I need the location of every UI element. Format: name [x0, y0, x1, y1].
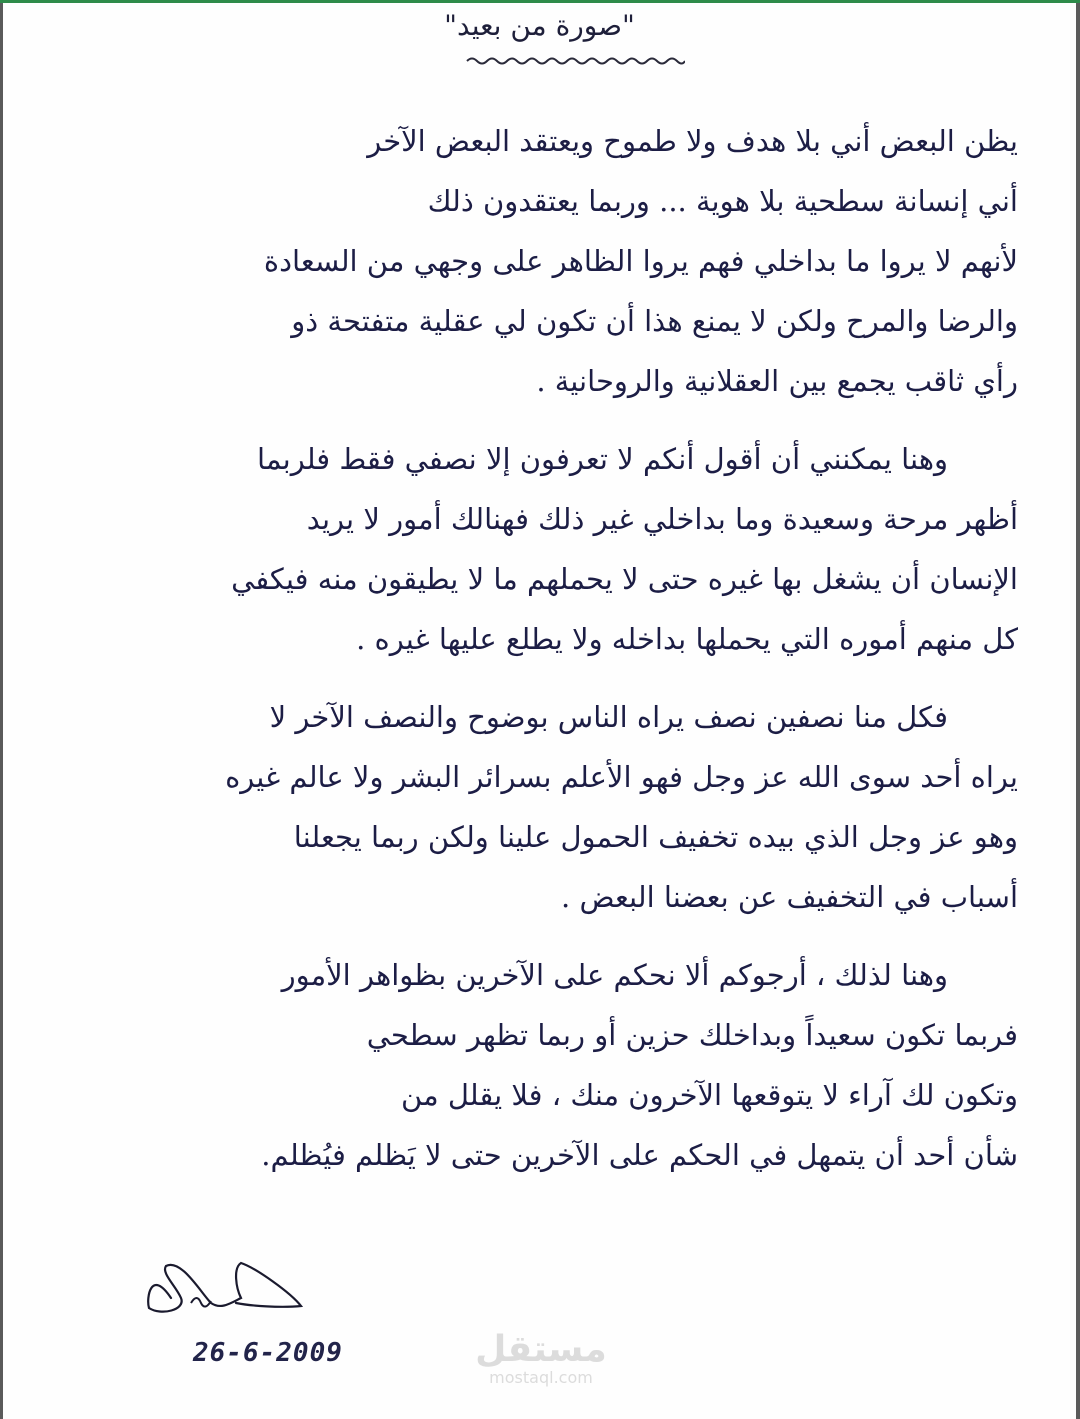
- text-line: والرضا والمرح ولكن لا يمنع هذا أن تكون لي عقلية متفتحة ذو: [291, 304, 1018, 338]
- text-line: الإنسان أن يشغل بها غيره حتى لا يحملهم ما لا يطيقون منه فيكفي: [231, 562, 1018, 596]
- handwritten-signature-icon: [141, 1258, 311, 1318]
- text-line: يظن البعض أني بلا هدف ولا طموح ويعتقد البعض الآخر: [367, 124, 1018, 158]
- document-title: "صورة من بعيد": [444, 9, 635, 42]
- text-line: وتكون لك آراء لا يتوقعها الآخرون منك ، فلا يقلل من: [401, 1078, 1018, 1112]
- text-line: كل منهم أموره التي يحملها بداخله ولا يطلع عليها غيره .: [356, 622, 1018, 656]
- wavy-underline-icon: [465, 55, 685, 67]
- document-date: 26-6-2009: [193, 1338, 343, 1368]
- text-line: أني إنسانة سطحية بلا هوية ... وربما يعتقدون ذلك: [427, 184, 1018, 218]
- mostaql-watermark: [471, 1331, 611, 1387]
- paragraph-1: [73, 111, 1018, 411]
- title-container: [3, 9, 1076, 42]
- text-line: وهنا يمكنني أن أقول أنكم لا تعرفون إلا نصفي فقط فلربما: [257, 442, 948, 476]
- right-frame-border: [1076, 3, 1080, 1419]
- paragraph-4: [73, 945, 1018, 1185]
- text-line: وهو عز وجل الذي بيده تخفيف الحمول علينا ولكن ربما يجعلنا: [293, 820, 1018, 854]
- text-line: يراه أحد سوى الله عز وجل فهو الأعلم بسرائر البشر ولا عالم غيره: [225, 760, 1018, 794]
- text-line: أظهر مرحة وسعيدة وما بداخلي غير ذلك فهنالك أمور لا يريد: [306, 502, 1018, 536]
- text-line: فربما تكون سعيداً وبداخلك حزين أو ربما تظهر سطحي: [366, 1018, 1018, 1052]
- text-line: أسباب في التخفيف عن بعضنا البعض .: [561, 880, 1018, 914]
- paragraph-2: [73, 429, 1018, 669]
- text-line: رأي ثاقب يجمع بين العقلانية والروحانية .: [536, 364, 1018, 398]
- text-line: لأنهم لا يروا ما بداخلي فهم يروا الظاهر على وجهي من السعادة: [263, 244, 1018, 278]
- document-body: [73, 111, 1018, 1203]
- text-line: فكل منا نصفين نصف يراه الناس بوضوح والنصف الآخر لا: [269, 700, 948, 734]
- text-line: شأن أحد أن يتمهل في الحكم على الآخرين حتى لا يَظلم فيُظلم.: [261, 1138, 1018, 1172]
- scanned-page: [3, 3, 1076, 1419]
- text-line: وهنا لذلك ، أرجوكم ألا نحكم على الآخرين بظواهر الأمور: [281, 958, 948, 992]
- watermark-domain: mostaql.com: [489, 1368, 593, 1387]
- watermark-arabic-logo: مستقل: [475, 1329, 607, 1370]
- paragraph-3: [73, 687, 1018, 927]
